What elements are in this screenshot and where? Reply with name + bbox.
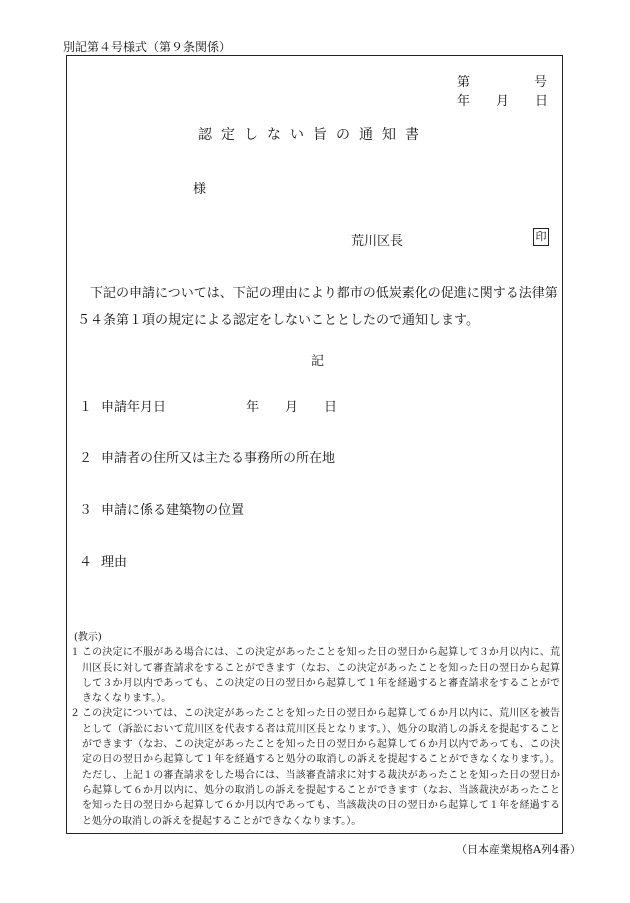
item-applicant-address bbox=[79, 447, 335, 466]
notes-heading: (教示) bbox=[74, 632, 102, 643]
paper-standard: （日本産業規格A列4番） bbox=[456, 843, 581, 856]
number-suffix: 号 bbox=[534, 75, 548, 90]
instruction-notes bbox=[70, 630, 560, 829]
item-label: 理由 bbox=[101, 555, 128, 570]
note-item bbox=[70, 645, 560, 706]
notice-body bbox=[77, 280, 561, 334]
note-text: この決定に不服がある場合には、この決定があったことを知った日の翌日から起算して３か月以内に、荒川区長に対して審査請求をすることができます（なお、この決定があったことを知った日の翌日から起算して３か月以内であっても、この決定の日の翌日から起算して１年を経過すると審査請求をすることができなくなります。）。 bbox=[82, 647, 560, 705]
item-label: 申請者の住所又は主たる事務所の所在地 bbox=[101, 451, 336, 466]
notice-body-line-1 bbox=[77, 280, 561, 307]
notice-body-line-2: ５４条第１項の規定による認定をしないこととしたので通知します。 bbox=[77, 313, 479, 328]
date-day: 日 bbox=[535, 94, 549, 109]
item-number: ４ bbox=[79, 555, 93, 570]
note-text: この決定については、この決定があったことを知った日の翌日から起算して６か月以内に、荒川区を被告として（訴訟において荒川区を代表する者は荒川区長となります。）、処分の取消しの訴えを提起することができます（なお、この決定があったことを知った日の翌日から起算して６か月以内であっても、この決定の日の翌日から起算して１年を経過すると処分の取消しの訴えを提起することができなくなります。）。ただし、上記１の審査請求をした場合には、当該審査請求に対する裁決があったことを知った日の翌日から起算して６か月以内に、処分の取消しの訴えを提起することができます（なお、当該裁決があったことを知った日の翌日から起算して６か月以内であっても、当該裁決の日の翌日から起算して１年を経過すると処分の取消しの訴えを提起することができなくなります。）。 bbox=[82, 708, 560, 827]
application-day: 日 bbox=[324, 400, 338, 415]
application-month: 月 bbox=[285, 400, 299, 415]
date-year: 年 bbox=[457, 94, 471, 109]
item-number: １ bbox=[79, 400, 93, 415]
item-building-location bbox=[79, 499, 244, 518]
sender-name: 荒川区長 bbox=[351, 234, 404, 249]
note-number: ２ bbox=[70, 708, 80, 720]
document-number bbox=[457, 71, 547, 90]
number-prefix: 第 bbox=[457, 75, 471, 90]
date-month: 月 bbox=[496, 94, 510, 109]
item-number: ３ bbox=[79, 503, 93, 518]
note-number: １ bbox=[70, 647, 80, 659]
application-date-fields bbox=[246, 396, 337, 415]
item-application-date bbox=[79, 396, 166, 415]
item-number: ２ bbox=[79, 451, 93, 466]
document-title: 認定しない旨の通知書 bbox=[198, 127, 428, 143]
item-label: 申請年月日 bbox=[101, 400, 167, 415]
application-year: 年 bbox=[246, 400, 260, 415]
document-date bbox=[457, 90, 548, 109]
item-reason bbox=[79, 551, 127, 570]
item-label: 申請に係る建築物の位置 bbox=[101, 503, 245, 518]
ki-heading: 記 bbox=[311, 354, 325, 369]
notice-body-text-1: 下記の申請については、下記の理由により都市の低炭素化の促進に関する法律第 bbox=[90, 286, 558, 301]
note-item bbox=[70, 706, 560, 828]
seal-mark: 印 bbox=[533, 228, 549, 246]
addressee: 様 bbox=[193, 182, 207, 197]
form-label: 別記第４号様式（第９条関係） bbox=[63, 40, 232, 54]
